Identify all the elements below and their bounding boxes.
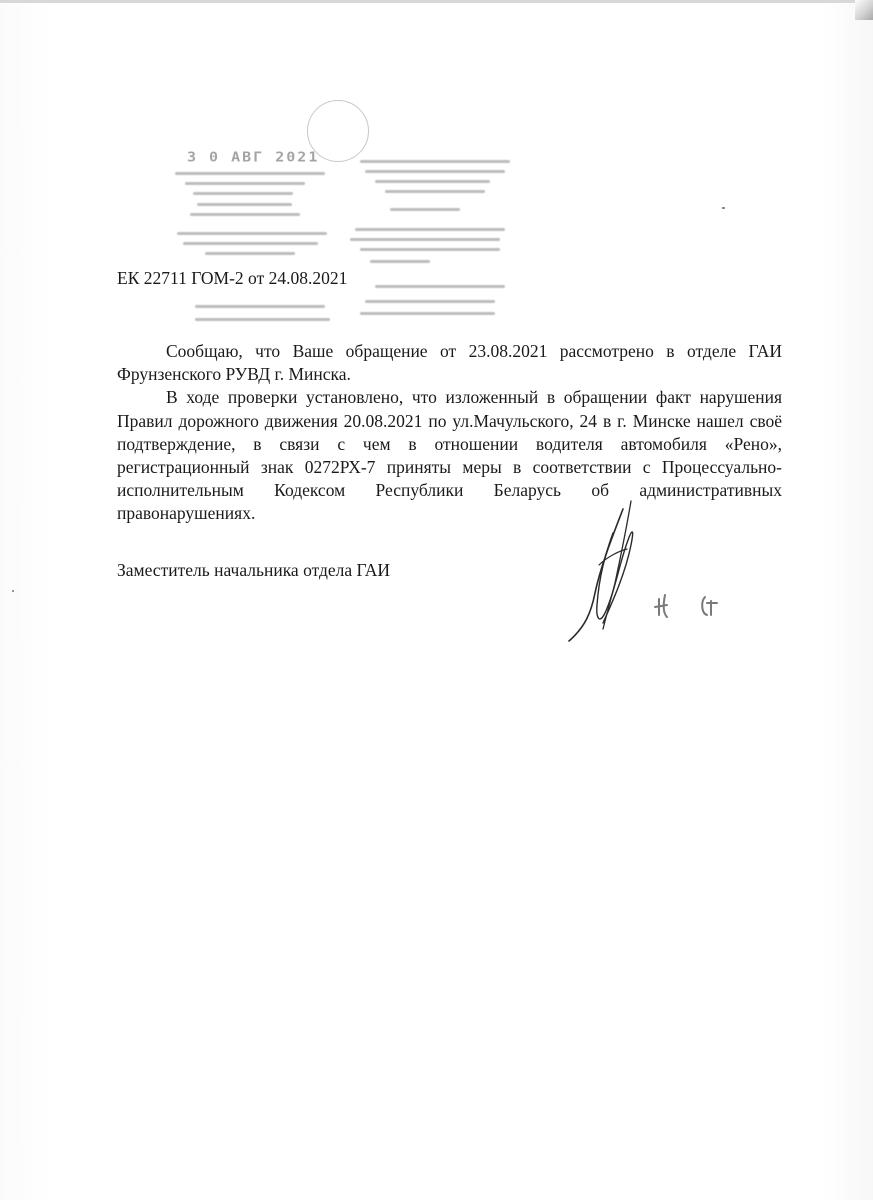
stamp-line xyxy=(370,260,430,263)
stamp-line xyxy=(193,192,293,195)
stamp-line xyxy=(195,305,325,308)
scan-speck xyxy=(12,590,14,592)
stamp-line xyxy=(350,238,500,241)
page-corner xyxy=(855,0,873,20)
handwritten-signature xyxy=(555,495,755,645)
stamp-line xyxy=(385,190,485,193)
stamp-line xyxy=(390,208,460,211)
registration-stamp xyxy=(175,100,520,340)
scan-speck xyxy=(722,207,725,209)
stamp-line xyxy=(195,318,330,321)
signatory-title: Заместитель начальника отдела ГАИ xyxy=(117,560,391,580)
paragraph-1: Сообщаю, что Ваше обращение от 23.08.2021 рассмотрено в отделе ГАИ Фрунзенского РУВД г. Минска. xyxy=(117,341,782,385)
stamp-line xyxy=(185,182,305,185)
stamp-line xyxy=(175,172,325,175)
document-reference: ЕК 22711 ГОМ-2 от 24.08.2021 xyxy=(117,268,348,288)
stamp-date: 3 0 АВГ 2021 xyxy=(187,148,320,166)
stamp-line xyxy=(355,228,505,231)
scan-top-edge xyxy=(0,0,873,3)
stamp-line xyxy=(375,285,505,288)
stamp-line xyxy=(205,252,295,255)
stamp-line xyxy=(197,203,292,206)
stamp-line xyxy=(190,213,300,216)
stamp-line xyxy=(375,180,490,183)
stamp-line xyxy=(360,312,495,315)
stamp-line xyxy=(365,300,495,303)
stamp-line xyxy=(360,160,510,163)
stamp-line xyxy=(183,242,318,245)
stamp-line xyxy=(365,170,505,173)
paragraph-2: В ходе проверки установлено, что изложенный в обращении факт нарушения Правил дорожного движения 20.08.2021 по ул.Мачульского, 24 в г. Минске нашел своё подтверждение, в связи с чем в отношении водителя автомобиля «Рено», регистрационный знак 0272РХ-7 приняты меры в соответствии с Процессуально-исполнительным Кодексом Республики Беларусь об административных правонарушениях. xyxy=(117,387,782,524)
stamp-line xyxy=(360,248,500,251)
stamp-line xyxy=(177,232,327,235)
